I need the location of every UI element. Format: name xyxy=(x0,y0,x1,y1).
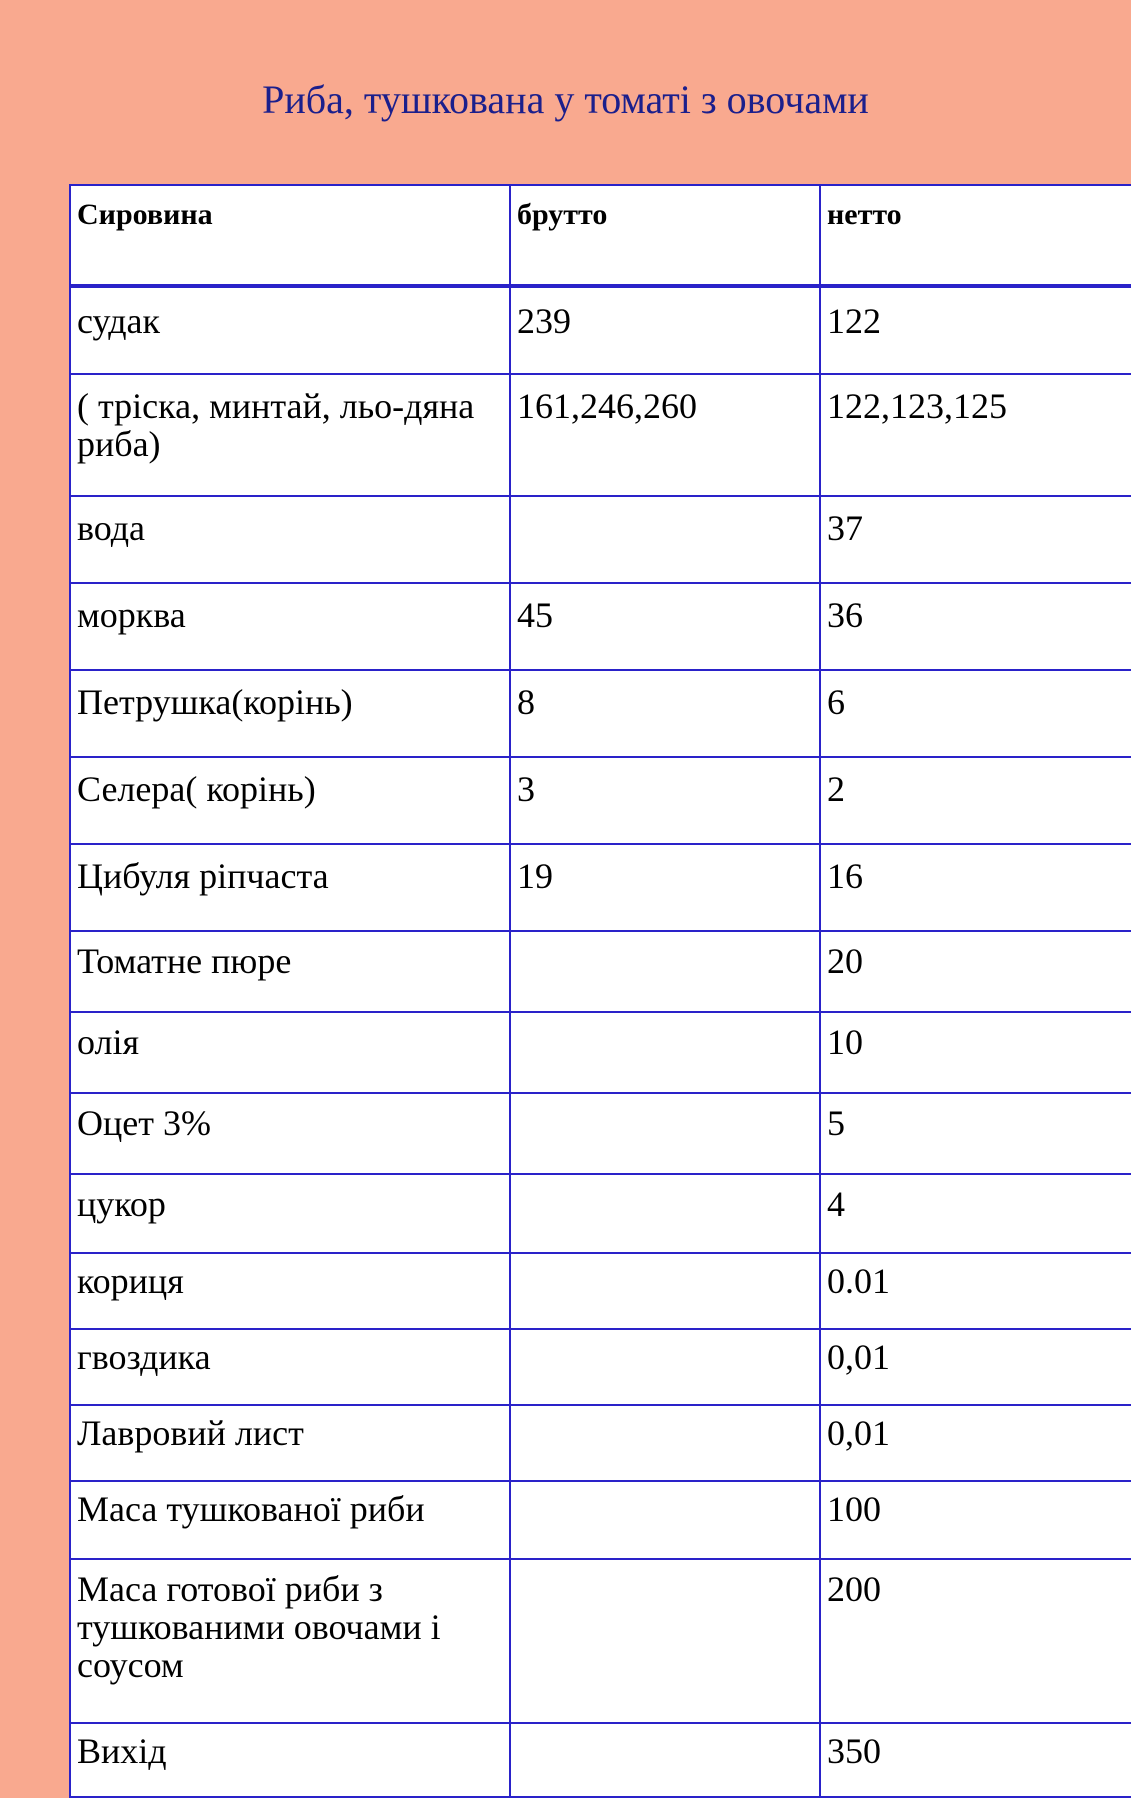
ingredient-cell: цукор xyxy=(70,1174,510,1253)
net-cell: 200 xyxy=(820,1559,1131,1723)
net-cell: 100 xyxy=(820,1481,1131,1559)
recipe-table xyxy=(69,184,1131,1798)
table-row xyxy=(70,583,1131,670)
net-cell: 5 xyxy=(820,1093,1131,1174)
gross-cell xyxy=(510,1559,820,1723)
net-cell: 4 xyxy=(820,1174,1131,1253)
net-cell: 36 xyxy=(820,583,1131,670)
gross-cell: 8 xyxy=(510,670,820,757)
ingredient-cell: Селера( корінь) xyxy=(70,757,510,844)
gross-cell: 161,246,260 xyxy=(510,374,820,496)
table-row xyxy=(70,844,1131,931)
net-cell: 2 xyxy=(820,757,1131,844)
ingredient-cell: Оцет 3% xyxy=(70,1093,510,1174)
net-cell: 0,01 xyxy=(820,1329,1131,1405)
gross-cell xyxy=(510,931,820,1012)
header-cell: Сировина xyxy=(70,185,510,286)
ingredient-cell: вода xyxy=(70,496,510,583)
table-row xyxy=(70,1253,1131,1329)
gross-cell xyxy=(510,1012,820,1093)
gross-cell: 239 xyxy=(510,286,820,374)
table-row xyxy=(70,496,1131,583)
ingredient-cell: Маса тушкованої риби xyxy=(70,1481,510,1559)
table-row xyxy=(70,1174,1131,1253)
table-row xyxy=(70,374,1131,496)
net-cell: 16 xyxy=(820,844,1131,931)
net-cell: 0.01 xyxy=(820,1253,1131,1329)
net-cell: 20 xyxy=(820,931,1131,1012)
table-row xyxy=(70,1329,1131,1405)
gross-cell xyxy=(510,1093,820,1174)
gross-cell xyxy=(510,1329,820,1405)
header-cell: нетто xyxy=(820,185,1131,286)
gross-cell: 3 xyxy=(510,757,820,844)
table-row xyxy=(70,1723,1131,1797)
table-row xyxy=(70,1405,1131,1481)
gross-cell: 19 xyxy=(510,844,820,931)
ingredient-cell: морква xyxy=(70,583,510,670)
ingredient-cell: Вихід xyxy=(70,1723,510,1797)
net-cell: 10 xyxy=(820,1012,1131,1093)
ingredient-cell: Лавровий лист xyxy=(70,1405,510,1481)
table-header-row xyxy=(70,185,1131,286)
gross-cell xyxy=(510,1405,820,1481)
table-row xyxy=(70,1093,1131,1174)
ingredient-cell: судак xyxy=(70,286,510,374)
ingredient-cell: Петрушка(корінь) xyxy=(70,670,510,757)
ingredient-cell: ( тріска, минтай, льо-дяна риба) xyxy=(70,374,510,496)
gross-cell xyxy=(510,1723,820,1797)
gross-cell xyxy=(510,496,820,583)
net-cell: 122 xyxy=(820,286,1131,374)
ingredient-cell: кориця xyxy=(70,1253,510,1329)
table-row xyxy=(70,757,1131,844)
gross-cell xyxy=(510,1174,820,1253)
ingredient-cell: Маса готової риби з тушкованими овочами і соусом xyxy=(70,1559,510,1723)
net-cell: 0,01 xyxy=(820,1405,1131,1481)
net-cell: 6 xyxy=(820,670,1131,757)
gross-cell xyxy=(510,1253,820,1329)
ingredient-cell: олія xyxy=(70,1012,510,1093)
table-row xyxy=(70,1481,1131,1559)
gross-cell: 45 xyxy=(510,583,820,670)
net-cell: 37 xyxy=(820,496,1131,583)
net-cell: 122,123,125 xyxy=(820,374,1131,496)
ingredient-cell: Томатне пюре xyxy=(70,931,510,1012)
ingredient-cell: гвоздика xyxy=(70,1329,510,1405)
gross-cell xyxy=(510,1481,820,1559)
header-cell: брутто xyxy=(510,185,820,286)
net-cell: 350 xyxy=(820,1723,1131,1797)
table-row xyxy=(70,931,1131,1012)
table-row xyxy=(70,1559,1131,1723)
page-title: Риба, тушкована у томаті з овочами xyxy=(262,77,869,122)
table-row xyxy=(70,286,1131,374)
table-row xyxy=(70,670,1131,757)
ingredient-cell: Цибуля ріпчаста xyxy=(70,844,510,931)
table-row xyxy=(70,1012,1131,1093)
